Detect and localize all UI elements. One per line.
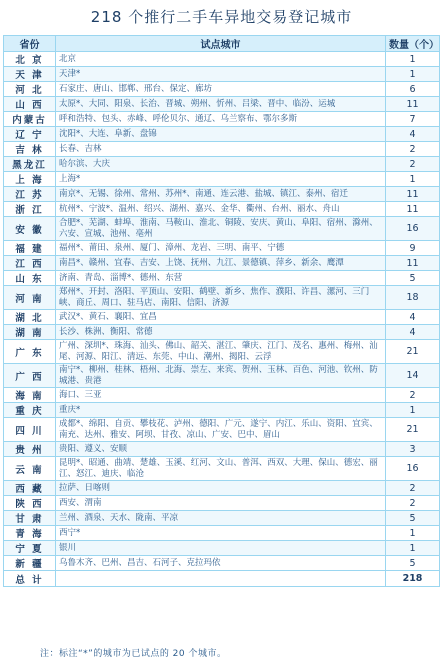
cities-cell: 上海* bbox=[56, 172, 386, 187]
table-row bbox=[4, 157, 440, 172]
table-row bbox=[4, 217, 440, 241]
count-cell: 11 bbox=[386, 187, 440, 202]
province-cell: 北 京 bbox=[4, 52, 56, 67]
table-row bbox=[4, 202, 440, 217]
table-row bbox=[4, 418, 440, 442]
table-row bbox=[4, 541, 440, 556]
province-cell: 天 津 bbox=[4, 67, 56, 82]
province-cell: 河 北 bbox=[4, 82, 56, 97]
province-cell: 西 藏 bbox=[4, 481, 56, 496]
count-cell: 7 bbox=[386, 112, 440, 127]
table-row bbox=[4, 67, 440, 82]
count-cell: 4 bbox=[386, 325, 440, 340]
table-row bbox=[4, 556, 440, 571]
province-cell: 广 西 bbox=[4, 364, 56, 388]
count-cell: 2 bbox=[386, 142, 440, 157]
cities-cell: 拉萨、日喀则 bbox=[56, 481, 386, 496]
count-cell: 4 bbox=[386, 310, 440, 325]
cities-cell: 北京 bbox=[56, 52, 386, 67]
count-cell: 21 bbox=[386, 418, 440, 442]
table-row bbox=[4, 127, 440, 142]
province-cell: 吉 林 bbox=[4, 142, 56, 157]
cities-cell: 昆明*、昭通、曲靖、楚雄、玉溪、红河、文山、普洱、西双、大理、保山、德宏、丽江、怒江、迪庆、临沧 bbox=[56, 457, 386, 481]
table-row bbox=[4, 256, 440, 271]
total-count: 218 bbox=[386, 571, 440, 587]
province-cell: 江 西 bbox=[4, 256, 56, 271]
province-cell: 重 庆 bbox=[4, 403, 56, 418]
cities-cell: 南宁*、柳州、桂林、梧州、北海、崇左、来宾、贺州、玉林、百色、河池、钦州、防城港、贵港 bbox=[56, 364, 386, 388]
province-cell: 安 徽 bbox=[4, 217, 56, 241]
province-cell: 广 东 bbox=[4, 340, 56, 364]
table-row bbox=[4, 142, 440, 157]
table-row bbox=[4, 52, 440, 67]
table-row bbox=[4, 310, 440, 325]
province-cell: 陕 西 bbox=[4, 496, 56, 511]
count-cell: 5 bbox=[386, 271, 440, 286]
table-row bbox=[4, 97, 440, 112]
count-cell: 6 bbox=[386, 82, 440, 97]
table-row bbox=[4, 481, 440, 496]
count-cell: 2 bbox=[386, 481, 440, 496]
table-header-row bbox=[4, 36, 440, 52]
cities-cell: 济南、青岛、淄博*、德州、东营 bbox=[56, 271, 386, 286]
city-table-wrapper bbox=[3, 35, 439, 587]
cities-cell: 武汉*、黄石、襄阳、宜昌 bbox=[56, 310, 386, 325]
cities-cell: 哈尔滨、大庆 bbox=[56, 157, 386, 172]
province-cell: 山 西 bbox=[4, 97, 56, 112]
table-row bbox=[4, 388, 440, 403]
count-cell: 21 bbox=[386, 340, 440, 364]
header-cities: 试点城市 bbox=[56, 36, 386, 52]
count-cell: 1 bbox=[386, 172, 440, 187]
cities-cell: 兰州、酒泉、天水、陇南、平凉 bbox=[56, 511, 386, 526]
cities-cell: 西宁* bbox=[56, 526, 386, 541]
count-cell: 1 bbox=[386, 526, 440, 541]
document-title: 218 个推行二手车异地交易登记城市 bbox=[90, 8, 353, 26]
province-cell: 新 疆 bbox=[4, 556, 56, 571]
cities-cell: 海口、三亚 bbox=[56, 388, 386, 403]
cities-cell: 呼和浩特、包头、赤峰、呼伦贝尔、通辽、乌兰察布、鄂尔多斯 bbox=[56, 112, 386, 127]
table-row bbox=[4, 286, 440, 310]
count-cell: 1 bbox=[386, 67, 440, 82]
count-cell: 1 bbox=[386, 403, 440, 418]
cities-cell: 郑州*、开封、洛阳、平顶山、安阳、鹤壁、新乡、焦作、濮阳、许昌、漯河、三门峡、商丘、周口、驻马店、南阳、信阳、济源 bbox=[56, 286, 386, 310]
province-cell: 甘 肃 bbox=[4, 511, 56, 526]
cities-cell: 合肥*、芜湖、蚌埠、淮南、马鞍山、淮北、铜陵、安庆、黄山、阜阳、宿州、滁州、六安、宣城、池州、亳州 bbox=[56, 217, 386, 241]
count-cell: 11 bbox=[386, 202, 440, 217]
cities-cell: 福州*、莆田、泉州、厦门、漳州、龙岩、三明、南平、宁德 bbox=[56, 241, 386, 256]
table-row bbox=[4, 403, 440, 418]
count-cell: 18 bbox=[386, 286, 440, 310]
province-cell: 辽 宁 bbox=[4, 127, 56, 142]
province-cell: 海 南 bbox=[4, 388, 56, 403]
province-cell: 黑龙江 bbox=[4, 157, 56, 172]
province-cell: 宁 夏 bbox=[4, 541, 56, 556]
table-row bbox=[4, 526, 440, 541]
cities-cell: 银川 bbox=[56, 541, 386, 556]
count-cell: 9 bbox=[386, 241, 440, 256]
province-cell: 贵 州 bbox=[4, 442, 56, 457]
table-row bbox=[4, 325, 440, 340]
count-cell: 16 bbox=[386, 217, 440, 241]
province-cell: 福 建 bbox=[4, 241, 56, 256]
total-cities bbox=[56, 571, 386, 587]
cities-cell: 西安、渭南 bbox=[56, 496, 386, 511]
count-cell: 5 bbox=[386, 556, 440, 571]
cities-cell: 天津* bbox=[56, 67, 386, 82]
cities-cell: 南京*、无锡、徐州、常州、苏州*、南通、连云港、盐城、镇江、泰州、宿迁 bbox=[56, 187, 386, 202]
cities-cell: 广州、深圳*、珠海、汕头、佛山、韶关、湛江、肇庆、江门、茂名、惠州、梅州、汕尾、河源、阳江、清远、东莞、中山、潮州、揭阳、云浮 bbox=[56, 340, 386, 364]
cities-cell: 杭州*、宁波*、温州、绍兴、湖州、嘉兴、金华、衢州、台州、丽水、舟山 bbox=[56, 202, 386, 217]
count-cell: 3 bbox=[386, 442, 440, 457]
province-cell: 四 川 bbox=[4, 418, 56, 442]
province-cell: 江 苏 bbox=[4, 187, 56, 202]
table-row bbox=[4, 271, 440, 286]
table-row bbox=[4, 241, 440, 256]
count-cell: 2 bbox=[386, 496, 440, 511]
cities-cell: 南昌*、赣州、宜春、吉安、上饶、抚州、九江、景德镇、萍乡、新余、鹰潭 bbox=[56, 256, 386, 271]
header-count: 数量（个） bbox=[386, 36, 440, 52]
table-row bbox=[4, 511, 440, 526]
province-cell: 上 海 bbox=[4, 172, 56, 187]
count-cell: 16 bbox=[386, 457, 440, 481]
province-cell: 内蒙古 bbox=[4, 112, 56, 127]
cities-cell: 太原*、大同、阳泉、长治、晋城、朔州、忻州、吕梁、晋中、临汾、运城 bbox=[56, 97, 386, 112]
province-cell: 湖 北 bbox=[4, 310, 56, 325]
cities-cell: 成都*、绵阳、自贡、攀枝花、泸州、德阳、广元、遂宁、内江、乐山、资阳、宜宾、南充、达州、雅安、阿坝、甘孜、凉山、广安、巴中、眉山 bbox=[56, 418, 386, 442]
total-label: 总 计 bbox=[4, 571, 56, 587]
count-cell: 4 bbox=[386, 127, 440, 142]
table-row bbox=[4, 187, 440, 202]
cities-cell: 石家庄、唐山、邯郸、邢台、保定、廊坊 bbox=[56, 82, 386, 97]
city-table bbox=[3, 35, 440, 587]
footnote: 注：标注“*”的城市为已试点的 20 个城市。 bbox=[40, 649, 227, 659]
cities-cell: 乌鲁木齐、巴州、昌吉、石河子、克拉玛依 bbox=[56, 556, 386, 571]
table-row bbox=[4, 112, 440, 127]
province-cell: 浙 江 bbox=[4, 202, 56, 217]
province-cell: 青 海 bbox=[4, 526, 56, 541]
cities-cell: 贵阳、遵义、安顺 bbox=[56, 442, 386, 457]
province-cell: 湖 南 bbox=[4, 325, 56, 340]
count-cell: 2 bbox=[386, 157, 440, 172]
cities-cell: 长沙、株洲、衡阳、常德 bbox=[56, 325, 386, 340]
count-cell: 2 bbox=[386, 388, 440, 403]
count-cell: 1 bbox=[386, 52, 440, 67]
table-row bbox=[4, 442, 440, 457]
table-row bbox=[4, 82, 440, 97]
count-cell: 1 bbox=[386, 541, 440, 556]
province-cell: 山 东 bbox=[4, 271, 56, 286]
count-cell: 11 bbox=[386, 256, 440, 271]
table-row bbox=[4, 172, 440, 187]
count-cell: 14 bbox=[386, 364, 440, 388]
count-cell: 11 bbox=[386, 97, 440, 112]
province-cell: 河 南 bbox=[4, 286, 56, 310]
table-row bbox=[4, 364, 440, 388]
total-row bbox=[4, 571, 440, 587]
table-row bbox=[4, 457, 440, 481]
cities-cell: 沈阳*、大连、阜新、盘锦 bbox=[56, 127, 386, 142]
cities-cell: 长春、吉林 bbox=[56, 142, 386, 157]
table-row bbox=[4, 340, 440, 364]
table-row bbox=[4, 496, 440, 511]
cities-cell: 重庆* bbox=[56, 403, 386, 418]
header-province: 省份 bbox=[4, 36, 56, 52]
province-cell: 云 南 bbox=[4, 457, 56, 481]
count-cell: 5 bbox=[386, 511, 440, 526]
